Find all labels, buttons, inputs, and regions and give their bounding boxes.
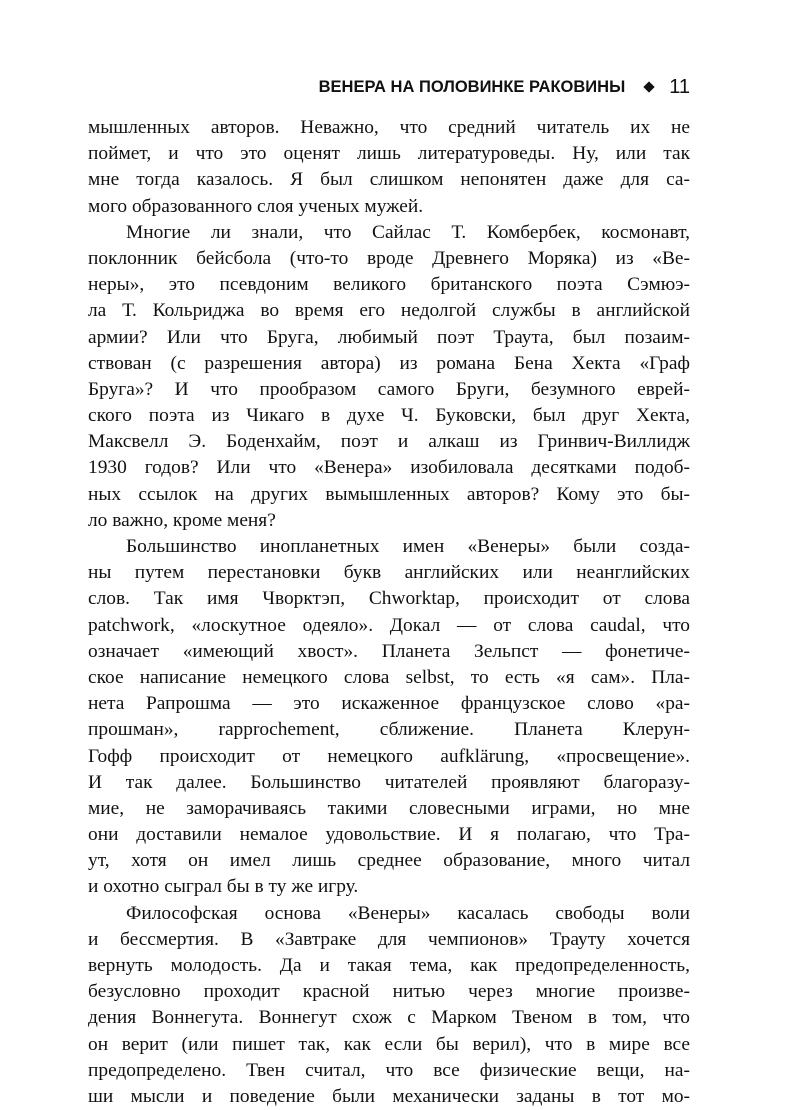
text-line: означает «имеющий хвост». Планета Зельпст — фонетиче- <box>88 640 690 662</box>
text-line: Многие ли знали, что Сайлас Т. Комбербек, космонавт, <box>126 221 690 243</box>
text-line: и бессмертия. В «Завтраке для чемпионов» Трауту хочется <box>88 928 690 950</box>
text-line: мышленных авторов. Неважно, что средний читатель их не <box>88 117 690 138</box>
text-line: 1930 годов? Или что «Венера» изобиловала десятками подоб- <box>88 457 690 479</box>
text-line: неры», это псевдоним великого британского поэта Сэмюэ- <box>88 274 690 296</box>
text-line: ствован (с разрешения автора) из романа Бена Хекта «Граф <box>88 352 690 374</box>
diamond-ornament-icon <box>644 81 655 92</box>
text-line: И так далее. Большинство читателей проявляют благоразу- <box>88 771 690 793</box>
text-line: ут, хотя он имел лишь среднее образование, много читал <box>88 850 690 872</box>
text-line: ское написание немецкого слова selbst, то есть «я сам». Пла- <box>88 666 690 688</box>
running-header <box>86 73 690 101</box>
text-line: безусловно проходит красной нитью через многие произве- <box>88 981 690 1003</box>
text-line: предопределено. Твен считал, что все физические вещи, на- <box>88 1059 690 1081</box>
text-line: ши мысли и поведение были механически заданы в тот мо- <box>88 1085 690 1107</box>
text-line: Максвелл Э. Боденхайм, поэт и алкаш из Гринвич-Виллидж <box>88 431 690 453</box>
text-line: прошман», rapprochement, сближение. Планета Клерун- <box>88 719 690 741</box>
text-line: Философская основа «Венеры» касалась свободы воли <box>126 902 690 924</box>
text-line: армии? Или что Бруга, любимый поэт Траута, был позаим- <box>88 326 690 348</box>
text-line: patchwork, «лоскутное одеяло». Докал — от слова caudal, что <box>88 614 690 636</box>
text-line: ных ссылок на других вымышленных авторов? Кому это бы- <box>88 483 690 505</box>
page-number: 11 <box>669 75 690 98</box>
text-line: слов. Так имя Чворктэп, Chworktap, происходит от слова <box>88 588 690 610</box>
text-line: дения Воннегута. Воннегут схож с Марком Твеном в том, что <box>88 1007 690 1029</box>
text-line: мне тогда казалось. Я был слишком непонятен даже для са- <box>88 169 690 191</box>
text-line: ны путем перестановки букв английских или неанглийских <box>88 562 690 584</box>
text-line: ла Т. Кольриджа во время его недолгой службы в английской <box>88 300 690 322</box>
text-line: нета Рапрошма — это искаженное французское слово «ра- <box>88 693 690 715</box>
text-line: вернуть молодость. Да и такая тема, как предопределенность, <box>88 955 690 976</box>
header-title: ВЕНЕРА НА ПОЛОВИНКЕ РАКОВИНЫ <box>318 77 626 96</box>
text-line: мого образованного слоя ученых мужей. <box>88 195 424 217</box>
text-line: мие, не заморачиваясь такими словесными играми, но мне <box>88 797 690 819</box>
text-line: ского поэта из Чикаго в духе Ч. Буковски, был друг Хекта, <box>88 405 690 427</box>
text-line: поклонник бейсбола (что-то вроде Древнего Моряка) из «Ве- <box>88 247 690 269</box>
text-line: поймет, и что это оценят лишь литературоведы. Ну, или так <box>88 143 690 165</box>
text-line: они доставили немалое удовольствие. И я полагаю, что Тра- <box>88 824 690 846</box>
text-line: ло важно, кроме меня? <box>88 509 276 531</box>
text-line: и охотно сыграл бы в ту же игру. <box>88 876 359 898</box>
text-line: он верит (или пишет так, как если бы верил), что в мире все <box>88 1033 690 1055</box>
text-line: Гофф происходит от немецкого aufklärung, «просвещение». <box>88 745 690 767</box>
text-line: Бруга»? И что прообразом самого Бруги, безумного еврей- <box>88 378 690 400</box>
text-line: Большинство инопланетных имен «Венеры» были созда- <box>126 536 690 557</box>
body-text <box>88 115 690 1110</box>
